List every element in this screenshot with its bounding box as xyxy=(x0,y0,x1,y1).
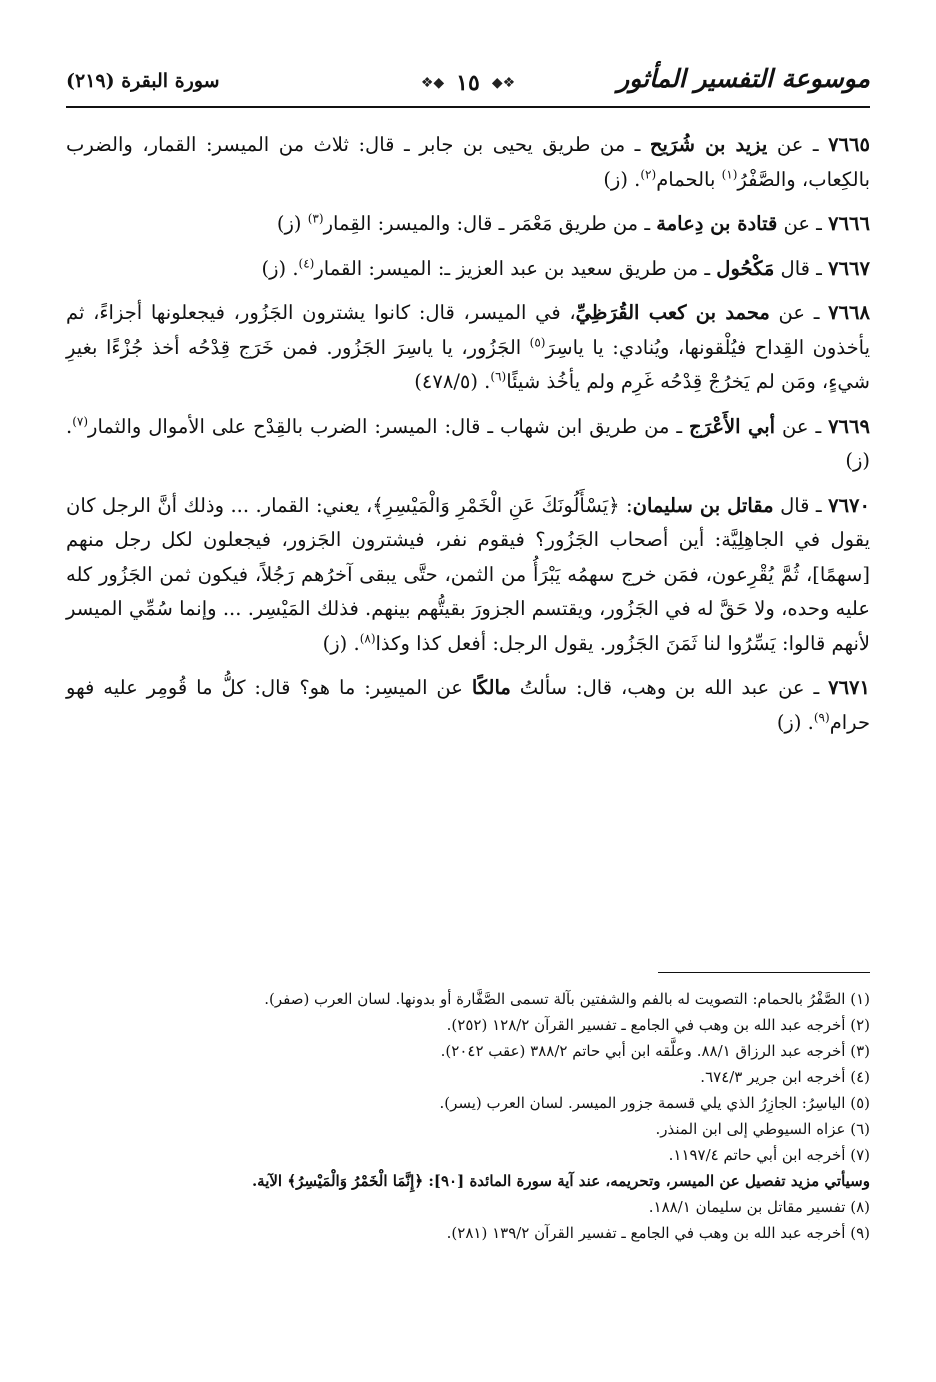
entry-number: ٧٦٦٨ xyxy=(828,301,870,324)
entry-text: ، في الميسر، قال: كانوا يشترون الجَزُور، فيجعلونها أجزاءً، ثم يأخذون القِداح فيُلْقونها، ويُنادي: يا ياسِرَ xyxy=(66,301,870,359)
entry-number: ٧٦٦٦ xyxy=(828,212,870,235)
footnote-4: (٤) أخرجه ابن جرير ٦٧٤/٣. xyxy=(700,1068,870,1086)
footnote-1: (١) الصَّفْرُ بالحمام: التصويت له بالفم والشفتين بآلة تسمى الصَّفَّارة أو بدونها. لسان العرب (صفر). xyxy=(264,990,870,1008)
entry-text: . (٤٧٨/٥) xyxy=(414,370,491,393)
entry-text: عن الميسِر: ما هو؟ قال: كلُّ ما قُومِر عليه فهو حرام xyxy=(66,676,870,734)
footnote-ref[interactable]: (٦) xyxy=(490,369,507,384)
footnote-ref[interactable]: (٢) xyxy=(640,167,657,181)
footnote-ref[interactable]: (٧) xyxy=(72,414,89,428)
narrator-name: أبي الأَعْرَج xyxy=(688,414,776,438)
entry-text: ـ عن xyxy=(777,212,829,235)
page-number-block xyxy=(421,70,515,96)
footnote-ref[interactable]: (٥) xyxy=(529,335,546,349)
narrator-name: مَكْحُول xyxy=(716,256,775,280)
footnotes xyxy=(66,986,870,1246)
narrator-name: مقاتل بن سليمان xyxy=(632,493,774,517)
surah-reference: سورة البقرة (٢١٩) xyxy=(66,70,220,92)
page-header xyxy=(66,62,870,102)
entry-text: ـ عن xyxy=(769,301,829,324)
entry-7671 xyxy=(66,671,870,740)
footnote-5: (٥) الياسِرُ: الجازِرُ الذي يلي قسمة جزور الميسر. لسان العرب (يسر). xyxy=(439,1094,870,1112)
entry-text: . (ز) xyxy=(322,631,360,655)
entry-7670 xyxy=(66,489,870,662)
footnote-8: (٨) تفسير مقاتل بن سليمان ١٨٨/١. xyxy=(648,1198,870,1216)
entry-text: ـ عن عبد الله بن وهب، قال: سألتُ xyxy=(510,676,829,699)
entry-text: . (ز) xyxy=(776,710,814,734)
entry-text: ـ قال xyxy=(773,493,829,517)
entry-text: . (ز) xyxy=(603,167,641,191)
entry-text: ـ عن xyxy=(775,414,829,438)
footnote-7: (٧) أخرجه ابن أبي حاتم ١١٩٧/٤. xyxy=(668,1146,870,1164)
footnote-9: (٩) أخرجه عبد الله بن وهب في الجامع ـ تفسير القرآن ١٣٩/٢ (٢٨١). xyxy=(446,1224,870,1242)
footnote-ref[interactable]: (١) xyxy=(721,167,738,181)
footnote-ref[interactable]: (٩) xyxy=(813,710,830,724)
entry-text: ـ من طريق يحيى بن جابر ـ قال: ثلاث من الميسر: القمار، والضرب بالكِعاب، والصَّفْرُ xyxy=(66,133,870,191)
footnote-ref[interactable]: (٣) xyxy=(307,211,324,226)
entry-text: الجَزُور، يا ياسِرَ الجَزُور. فمن خَرَج قِدْحُه أخذ جُزْءًا بغيرِ شيءٍ، ومَن لم يَخرُجْ قِدْحُه غَرِم ولم يأخُذ شيئًا xyxy=(66,335,870,393)
narrator-name: يزيد بن شُرَيح xyxy=(649,133,768,156)
narrator-name: مالكًا xyxy=(471,676,511,699)
ornament-left-icon: ◆❖ xyxy=(420,75,445,91)
book-title: موسوعة التفسير المأثور xyxy=(617,64,870,93)
entry-text: ـ من طريق ابن شهاب ـ قال: الميسر: الضرب بالقِدْح على الأموال والثمار xyxy=(88,414,689,438)
entry-number: ٧٦٧٠ xyxy=(828,493,870,517)
entry-text: بالحمام xyxy=(656,167,722,191)
entry-text: : ﴿يَسْأَلُونَكَ عَنِ الْخَمْرِ وَالْمَيْسِرِ﴾، يعني: القمار. ... وذلك أنَّ الرجل كان يقول في الجاهِلِيَّة: أين أصحاب الجَزُور؟ فيقوم نفر، فيشترون الجَزور، فيجعلون لكل رجل منهم [سهمًا]، ثُمَّ يُقْرِعون، فمَن خرج سهمُه يَبْرَأُ من الثمن، حتَّى يبقى آخرُهم رَجُلاً، فيكون ثمن الجَزُور كله عليه وحده، ولا حَقَّ له في الجَزُور، ويقتسم الجزورَ بقيتُّهم بينهم. فذلك المَيْسِر. ... وإنما سُمِّي الميسر لأنهم قالوا: يَسِّرُوا لنا ثَمَنَ الجَزُور. يقول الرجل: أفعل كذا وكذا xyxy=(66,493,870,655)
footnote-separator xyxy=(658,972,870,973)
entry-7666 xyxy=(66,207,870,242)
footnote-2: (٢) أخرجه عبد الله بن وهب في الجامع ـ تفسير القرآن ١٢٨/٢ (٢٥٢). xyxy=(446,1016,870,1034)
footnote-editor-note: وسيأتي مزيد تفصيل عن الميسر، وتحريمه، عند آية سورة المائدة [٩٠]: ﴿إِنَّمَا الْخَمْرُ وَالْمَيْسِرُ﴾ الآية. xyxy=(251,1172,870,1190)
entry-text: ـ من طريق سعيد بن عبد العزيز ـ: الميسر: القمار xyxy=(314,256,717,280)
main-text xyxy=(66,128,870,750)
entry-number: ٧٦٦٥ xyxy=(828,133,871,156)
page-number: ١٥ xyxy=(456,70,480,96)
footnote-6: (٦) عزاه السيوطي إلى ابن المنذر. xyxy=(655,1120,870,1138)
entry-7667 xyxy=(66,252,870,287)
entry-text: ـ من طريق مَعْمَر ـ قال: والميسر: القِمار xyxy=(323,212,657,235)
entry-text: . (ز) xyxy=(261,256,299,280)
entry-7669 xyxy=(66,410,870,479)
narrator-name: قتادة بن دِعامة xyxy=(656,212,778,235)
ornament-right-icon: ❖◆ xyxy=(491,75,516,91)
entry-text: ـ قال xyxy=(774,256,829,280)
header-rule xyxy=(66,106,870,108)
narrator-name: محمد بن كعب القُرَظِيِّ xyxy=(575,301,770,324)
entry-number: ٧٦٦٩ xyxy=(828,414,870,438)
entry-text: . (ز) xyxy=(66,414,870,472)
footnote-3: (٣) أخرجه عبد الرزاق ٨٨/١. وعلَّقه ابن أبي حاتم ٣٨٨/٢ (عقب ٢٠٤٢). xyxy=(440,1042,870,1060)
entry-7668 xyxy=(66,296,870,400)
entry-number: ٧٦٦٧ xyxy=(828,256,870,280)
entry-7665 xyxy=(66,128,870,197)
entry-number: ٧٦٧١ xyxy=(828,676,870,699)
footnote-ref[interactable]: (٨) xyxy=(359,631,376,645)
entry-text: (ز) xyxy=(276,212,308,235)
footnote-ref[interactable]: (٤) xyxy=(298,256,315,270)
entry-text: ـ عن xyxy=(767,133,829,156)
